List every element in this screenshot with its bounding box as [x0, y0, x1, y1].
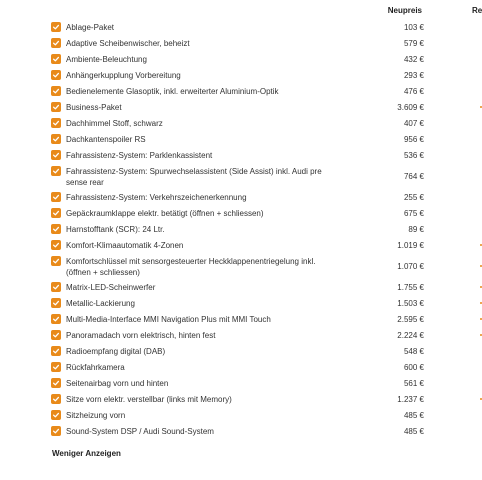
- option-row: [0, 38, 482, 54]
- checkmark-icon: [52, 411, 60, 419]
- option-label: Fahrassistenz-System: Parklenkassistent: [66, 151, 213, 160]
- option-label: Adaptive Scheibenwischer, beheizt: [66, 39, 190, 48]
- option-row: [0, 22, 482, 38]
- option-row: [0, 102, 482, 118]
- option-label: Dachhimmel Stoff, schwarz: [66, 119, 163, 128]
- option-label: Multi-Media-Interface MMI Navigation Plus mit MMI Touch: [66, 315, 271, 324]
- option-checkbox[interactable]: [51, 102, 61, 112]
- option-label: Fahrassistenz-System: Verkehrszeichenerkennung: [66, 193, 247, 202]
- option-checkbox[interactable]: [51, 426, 61, 436]
- option-row: [0, 150, 482, 166]
- option-label: Harnstofftank (SCR): 24 Ltr.: [66, 225, 165, 234]
- option-checkbox[interactable]: [51, 346, 61, 356]
- checkmark-icon: [52, 39, 60, 47]
- checkmark-icon: [52, 151, 60, 159]
- option-checkbox[interactable]: [51, 54, 61, 64]
- option-row: [0, 282, 482, 298]
- option-price: 561 €: [403, 379, 424, 388]
- checkmark-icon: [52, 257, 60, 265]
- option-price: 1.503 €: [397, 299, 424, 308]
- option-label: Metallic-Lackierung: [66, 299, 135, 308]
- checkmark-icon: [52, 395, 60, 403]
- option-row: [0, 86, 482, 102]
- option-checkbox[interactable]: [51, 314, 61, 324]
- option-price: 476 €: [403, 87, 424, 96]
- option-label: Sitze vorn elektr. verstellbar (links mit Memory): [66, 395, 232, 404]
- option-price: 2.224 €: [397, 331, 424, 340]
- option-row: [0, 330, 482, 346]
- option-checkbox[interactable]: [51, 166, 61, 176]
- option-label: Bedienelemente Glasoptik, inkl. erweiterter Aluminium-Optik: [66, 87, 279, 96]
- option-label: Sound-System DSP / Audi Sound-System: [66, 427, 214, 436]
- option-label: Komfortschlüssel mit sensorgesteuerter Heckklappenentriegelung inkl. (öffnen + schliessen): [66, 257, 316, 277]
- checkmark-icon: [52, 379, 60, 387]
- option-price: 548 €: [403, 347, 424, 356]
- checkmark-icon: [52, 103, 60, 111]
- option-checkbox[interactable]: [51, 298, 61, 308]
- option-checkbox[interactable]: [51, 22, 61, 32]
- option-price: 1.070 €: [397, 262, 424, 271]
- option-label: Ablage-Paket: [66, 23, 115, 32]
- checkmark-icon: [52, 225, 60, 233]
- option-label: Ambiente-Beleuchtung: [66, 55, 147, 64]
- option-checkbox[interactable]: [51, 192, 61, 202]
- option-price: 293 €: [403, 71, 424, 80]
- option-row: [0, 166, 482, 192]
- option-row: [0, 298, 482, 314]
- option-price: 956 €: [403, 135, 424, 144]
- option-price: 579 €: [403, 39, 424, 48]
- checkmark-icon: [52, 119, 60, 127]
- option-checkbox[interactable]: [51, 134, 61, 144]
- checkmark-icon: [52, 55, 60, 63]
- option-row: [0, 426, 482, 442]
- option-price: 432 €: [403, 55, 424, 64]
- checkmark-icon: [52, 427, 60, 435]
- option-label: Panoramadach vorn elektrisch, hinten fest: [66, 331, 216, 340]
- checkmark-icon: [52, 23, 60, 31]
- option-row: [0, 410, 482, 426]
- option-price: 675 €: [403, 209, 424, 218]
- checkmark-icon: [52, 135, 60, 143]
- option-row: [0, 54, 482, 70]
- option-checkbox[interactable]: [51, 118, 61, 128]
- option-checkbox[interactable]: [51, 410, 61, 420]
- option-row: [0, 240, 482, 256]
- checkmark-icon: [52, 87, 60, 95]
- column-header-next: Re: [472, 6, 482, 15]
- option-row: [0, 362, 482, 378]
- option-checkbox[interactable]: [51, 378, 61, 388]
- option-label: Gepäckraumklappe elektr. betätigt (öffnen + schliessen): [66, 209, 264, 218]
- option-checkbox[interactable]: [51, 70, 61, 80]
- checkmark-icon: [52, 193, 60, 201]
- option-row: [0, 378, 482, 394]
- option-price: 1.019 €: [397, 241, 424, 250]
- checkmark-icon: [52, 71, 60, 79]
- option-row: [0, 314, 482, 330]
- option-checkbox[interactable]: [51, 224, 61, 234]
- option-checkbox[interactable]: [51, 282, 61, 292]
- checkmark-icon: [52, 283, 60, 291]
- option-checkbox[interactable]: [51, 362, 61, 372]
- option-checkbox[interactable]: [51, 150, 61, 160]
- option-label: Business-Paket: [66, 103, 122, 112]
- option-label: Radioempfang digital (DAB): [66, 347, 166, 356]
- option-price: 407 €: [403, 119, 424, 128]
- option-row: [0, 224, 482, 240]
- option-row: [0, 118, 482, 134]
- option-checkbox[interactable]: [51, 208, 61, 218]
- checkmark-icon: [52, 167, 60, 175]
- option-label: Fahrassistenz-System: Spurwechselassistent (Side Assist) inkl. Audi pre sense rear: [66, 167, 322, 187]
- checkmark-icon: [52, 331, 60, 339]
- option-price: 255 €: [403, 193, 424, 202]
- option-row: [0, 70, 482, 86]
- checkmark-icon: [52, 209, 60, 217]
- option-label: Dachkantenspoiler RS: [66, 135, 146, 144]
- option-label: Anhängerkupplung Vorbereitung: [66, 71, 181, 80]
- option-checkbox[interactable]: [51, 330, 61, 340]
- option-price: 3.609 €: [397, 103, 424, 112]
- option-row: [0, 256, 482, 282]
- column-header-neupreis: Neupreis: [387, 6, 422, 15]
- option-row: [0, 192, 482, 208]
- option-label: Seitenairbag vorn und hinten: [66, 379, 169, 388]
- option-checkbox[interactable]: [51, 256, 61, 266]
- checkmark-icon: [52, 363, 60, 371]
- option-label: Rückfahrkamera: [66, 363, 125, 372]
- option-checkbox[interactable]: [51, 86, 61, 96]
- option-label: Komfort-Klimaautomatik 4-Zonen: [66, 241, 184, 250]
- option-row: [0, 134, 482, 150]
- option-price: 485 €: [403, 411, 424, 420]
- option-checkbox[interactable]: [51, 394, 61, 404]
- option-price: 1.237 €: [397, 395, 424, 404]
- option-row: [0, 394, 482, 410]
- option-price: 485 €: [403, 427, 424, 436]
- show-less-link[interactable]: Weniger Anzeigen: [52, 449, 121, 458]
- option-label: Sitzheizung vorn: [66, 411, 126, 420]
- checkmark-icon: [52, 299, 60, 307]
- option-checkbox[interactable]: [51, 240, 61, 250]
- option-row: [0, 208, 482, 224]
- option-price: 600 €: [403, 363, 424, 372]
- option-checkbox[interactable]: [51, 38, 61, 48]
- checkmark-icon: [52, 347, 60, 355]
- option-price: 764 €: [403, 172, 424, 181]
- option-price: 103 €: [403, 23, 424, 32]
- option-label: Matrix-LED-Scheinwerfer: [66, 283, 156, 292]
- option-price: 2.595 €: [397, 315, 424, 324]
- option-price: 1.755 €: [397, 283, 424, 292]
- checkmark-icon: [52, 315, 60, 323]
- option-price: 536 €: [403, 151, 424, 160]
- checkmark-icon: [52, 241, 60, 249]
- option-price: 89 €: [408, 225, 424, 234]
- option-row: [0, 346, 482, 362]
